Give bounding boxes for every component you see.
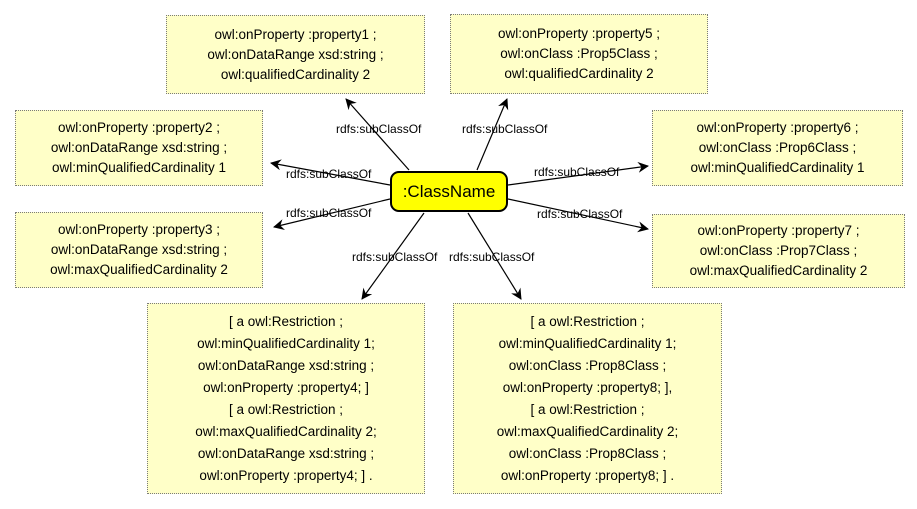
- restriction-line: owl:onDataRange xsd:string ;: [50, 242, 228, 257]
- edge-label-top-right: rdfs:subClassOf: [462, 122, 548, 136]
- restriction-box-property4: [147, 303, 425, 494]
- restriction-line: owl:onClass :Prop8Class ;: [508, 445, 667, 461]
- edge-label-right-lower: rdfs:subClassOf: [537, 207, 623, 221]
- restriction-line: [ a owl:Restriction ;: [530, 313, 645, 329]
- restriction-line: owl:minQualifiedCardinality 1: [51, 160, 227, 175]
- edge-label-bottom-right: rdfs:subClassOf: [449, 250, 535, 264]
- restriction-line: [ a owl:Restriction ;: [228, 401, 344, 417]
- restriction-box-property2: [15, 110, 263, 186]
- restriction-line: owl:onClass :Prop5Class ;: [500, 46, 658, 61]
- class-node: [390, 171, 508, 212]
- restriction-line: owl:onProperty :property8; ],: [502, 379, 673, 395]
- restriction-box-property6: [652, 110, 903, 186]
- restriction-line: owl:onProperty :property7 ;: [697, 223, 860, 238]
- restriction-line: owl:onProperty :property1 ;: [214, 26, 377, 42]
- restriction-line: owl:minQualifiedCardinality 1;: [197, 335, 375, 351]
- restriction-box-property1: [166, 15, 425, 94]
- class-node-label: :ClassName: [402, 181, 496, 201]
- restriction-line: [ a owl:Restriction ;: [530, 401, 645, 417]
- restriction-line: owl:qualifiedCardinality 2: [504, 66, 654, 81]
- edge-label-left-upper: rdfs:subClassOf: [286, 167, 372, 181]
- restriction-line: owl:onProperty :property4; ]: [203, 379, 369, 395]
- restriction-line: owl:onDataRange xsd:string ;: [197, 357, 375, 373]
- restriction-box-property5: [450, 14, 708, 94]
- restriction-line: owl:onProperty :property4; ] .: [199, 467, 373, 483]
- restriction-box-property3: [15, 212, 263, 288]
- restriction-line: owl:onClass :Prop6Class ;: [698, 140, 857, 155]
- restriction-line: owl:maxQualifiedCardinality 2;: [496, 423, 679, 439]
- restriction-line: owl:onDataRange xsd:string ;: [197, 445, 375, 461]
- restriction-line: owl:maxQualifiedCardinality 2;: [195, 423, 377, 439]
- restriction-box-property7: [652, 214, 905, 288]
- edge-label-right-upper: rdfs:subClassOf: [534, 165, 620, 179]
- restriction-line: [ a owl:Restriction ;: [228, 313, 344, 329]
- restriction-line: owl:onProperty :property5 ;: [497, 26, 661, 41]
- restriction-line: owl:onProperty :property3 ;: [57, 222, 221, 237]
- restriction-line: owl:onProperty :property6 ;: [696, 120, 859, 135]
- restriction-line: owl:minQualifiedCardinality 1;: [498, 335, 677, 351]
- edge-label-top-left: rdfs:subClassOf: [336, 122, 422, 136]
- restriction-line: owl:onDataRange xsd:string ;: [207, 46, 384, 62]
- edge-label-left-lower: rdfs:subClassOf: [286, 206, 372, 220]
- restriction-line: owl:onClass :Prop7Class ;: [699, 243, 858, 258]
- restriction-line: owl:onDataRange xsd:string ;: [50, 140, 228, 155]
- restriction-line: owl:maxQualifiedCardinality 2: [50, 262, 228, 277]
- restriction-line: owl:onClass :Prop8Class ;: [508, 357, 667, 373]
- restriction-line: owl:onProperty :property2 ;: [57, 120, 221, 135]
- edge-label-bottom-left: rdfs:subClassOf: [352, 250, 438, 264]
- restriction-line: owl:minQualifiedCardinality 1: [690, 160, 865, 175]
- restriction-line: owl:maxQualifiedCardinality 2: [689, 263, 868, 278]
- restriction-line: owl:qualifiedCardinality 2: [220, 66, 371, 82]
- restriction-box-property8: [453, 303, 722, 494]
- restriction-line: owl:onProperty :property8; ] .: [500, 467, 675, 483]
